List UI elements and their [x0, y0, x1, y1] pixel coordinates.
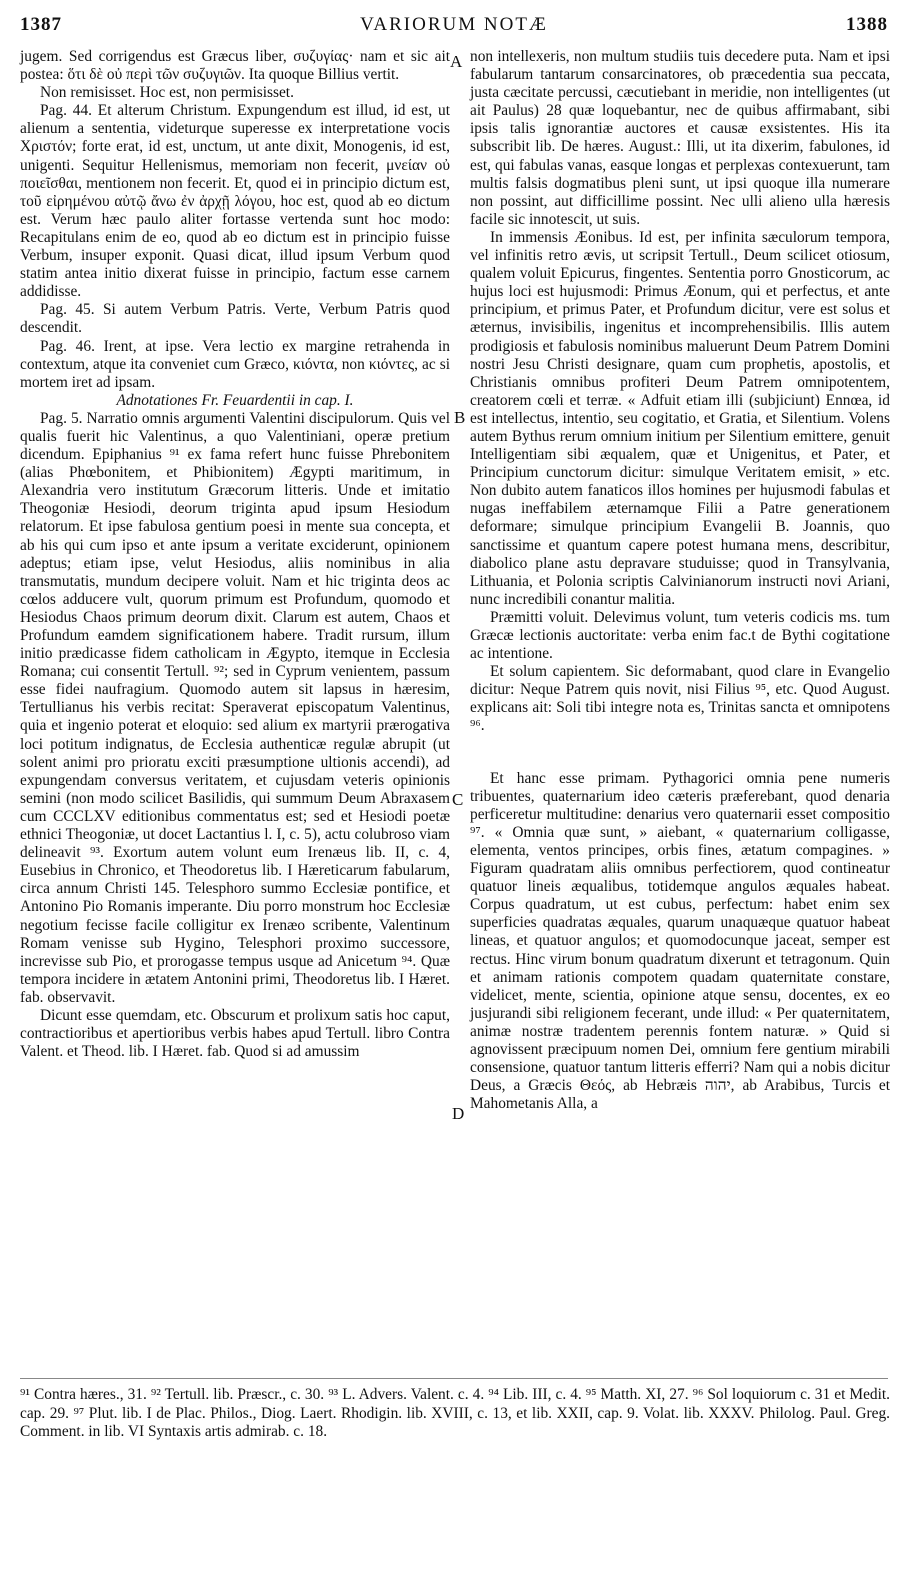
paragraph: Præmitti voluit. Delevimus volunt, tum veteris codicis ms. tum Græcæ lectionis auctoritate: verba enim fac.t de Bythi cogitatione ac intentione. [470, 608, 890, 663]
footnote-text: ⁹¹ Contra hæres., 31. ⁹² Tertull. lib. Præscr., c. 30. ⁹³ L. Advers. Valent. c. 4. ⁹⁴ Lib. III, c. 4. ⁹⁵ Matth. XI, 27. ⁹⁶ Sol loquiorum c. 31 et Medit. cap. 29. ⁹⁷ Plut. lib. I de Plac. Philos., Diog. Laert. Rhodigin. lib. XVIII, c. 13, et lib. XXII, cap. 9. Volat. lib. XXXV. Philolog. Paul. Greg. Comment. in lib. VI Syntaxis artis admirab. c. 18. [20, 1386, 890, 1440]
right-page-number: 1388 [846, 14, 888, 35]
paragraph: Non remisisset. Hoc est, non permisisset. [40, 84, 294, 102]
running-title: VARIORUM NOTÆ [360, 14, 548, 35]
footnote-divider [20, 1378, 888, 1379]
paragraph: Pag. 46. Irent, at ipse. Vera lectio ex margine retrahenda in contextum, atque ita conveniet cum Græco, κιόντα, non κιόντες, ac si mortem iret ad ipsam. [20, 337, 450, 391]
margin-letter-b: B [454, 408, 466, 427]
margin-letter-c: C [452, 790, 464, 809]
paragraph: Pag. 5. Narratio omnis argumenti Valentini discipulorum. Quis vel qualis fuerit hic Valentinus, a quo Valentiniani, operæ pretium dicendum. Epiphanius ⁹¹ ex fama refert hunc fuisse Phrebonitem (alias Phœbonitem, et Phibionitem) Ægypti maritimum, in Alexandria vero institutum Græcorum litteris. Unde et imitatio Theogoniæ Hesiodi, deorum triginta apud ipsum Hesiodum relatorum. Et ipse fabulosa gentium poesi in mente sua concepta, et ab his qui cum ipso et ante ipsum a veritate exciderunt, opinionem adeptus; etiam ipse, velut Hesiodus, aliis nominibus in alia transmutatis, mundum decipere voluit. Nam et hic triginta deos ac cœlos adducere vult, quorum primum est Profundum, quomodo et Hesiodus Chaos primum deorum dixit. Clarum est autem, Chaos et Profundum eamdem significationem habere. Tradit rursum, illum initio prædicasse fidem catholicam in Ægypto, itemque in Ecclesia Romana; cui consentit Tertull. ⁹²; sed in Cyprum venientem, passum esse fidei naufragium. Quomodo autem sit lapsus in hæresim, Tertullianus his verbis recitat: Speraverat episcopatum Valentinus, quia et ingenio poterat et eloquio: sed alium ex martyrii prærogativa loci potitum indignatus, de Ecclesia authenticæ regulæ abrupit (ut solent animi pro prioratu exciti præsumptione ultionis accendi), ad expungendam conversus veritatem, et cujusdam veteris opinionis semini (non modo scilicet Basilidis, qui summum Deum Abraxasem cum CCCLXV editionibus commentatus est; sed et Hesiodi poetæ ethnici Theogoniæ, ut docet Lactantius l. I, c. 5), actu colubroso viam delineavit ⁹³. Exortum autem volunt eum Irenæus lib. II, c. 4, Eusebius in Chronico, et Theodoretus lib. I Hæreticarum fabularum, circa annum Christi 145. Telesphoro summo Ecclesiæ pontifice, et Antonino Pio Romanis imperante. Diu porro monstrum hoc Ecclesiæ negotium fecisse facile colligitur ex Irenæo scribente, Valentinum Romam venisse sub Hygino, Telesphori proximo successore, increvisse sub Pio, et prorogasse tempus usque ad Anicetum ⁹⁴. Quæ tempora incidere in ætatem Antonini primi, Theodoretus lib. I Hæret. fab. observavit. [20, 409, 450, 1006]
paragraph: jugem. Sed corrigendus est Græcus liber, συζυγίας· nam et sic ait postea: ὅτι δὲ οὐ περὶ τῶν συζυγιῶν. Ita quoque Billius vertit. [20, 48, 450, 84]
footnotes [20, 1386, 890, 1442]
paragraph: Et solum capientem. Sic deformabant, quod clare in Evangelio dicitur: Neque Patrem quis novit, nisi Filius ⁹⁵, etc. Quod August. explicans ait: Soli tibi integre nota es, Trinitas sancta et omnipotens ⁹⁶. [470, 663, 890, 735]
paragraph: Dicunt esse quemdam, etc. Obscurum et prolixum satis hoc caput, contractioribus et apertioribus verbis habes apud Tertull. libro Contra Valent. et Theod. lib. I Hæret. fab. Quod si ad amussim [20, 1006, 450, 1061]
paragraph: In immensis Æonibus. Id est, per infinita sæculorum tempora, vel infinitis retro ævis, ut scripsit Tertull., Deum scilicet otiosum, qualem voluit Epicurus, fingentes. Sententia porro Gnosticorum, ac hujus loci est hujusmodi: Primus Æonum, qui et perfectus, et ante principium, et primus Pater, et Profundum dicitur, vere est solus et æternus, invisibilis, ingenitus et incomprehensibilis. Illis autem prodigiosis et fabulosis nominibus maluerunt Deum Patrem Domini nostri Jesu Christi designare, quam cum prophetis, apostolis, et Christianis omnibus profiteri Deum Patrem omnipotentem, creatorem cœli et terræ. « Adfuit etiam illi (subjiciunt) Ennœa, id est intellectus, intentio, seu cogitatio, et Gratia, et Silentium. Volens autem Bythus rerum omnium initium per Silentium emittere, genuit Intelligentiam sibi æqualem, quæ et Unigenitus, et Pater, et Principium cunctorum dicitur: simulque Veritatem emisit, » etc. Non dubito autem fanaticos illos homines per hujusmodi fabulas et nugas ineffabilem æternamque Filii a Patre generationem deformare; simulque principium Evangelii B. Joannis, quo sanctissime et quantum capere potest humana mens, describitur, diabolico plane astu depravare studuisse; quod in Transylvania, Lithuania, et Polonia scriptis Calvinianorum instructi novi Ariani, nunc incredibili conantur malitia. [470, 228, 890, 608]
left-column [20, 48, 450, 1061]
section-heading: Adnotationes Fr. Feuardentii in cap. I. [116, 391, 354, 409]
paragraph: non intellexeris, non multum studiis tuis decedere puta. Nam et ipsi fabularum tantarum consarcinatores, ob præcedentia sua peccata, justa cæcitate percussi, cæcutiebant in meridie, non intelligentes (ut ait Paulus) 28 quæ loquebantur, nec de quibus affirmabant, sibi ipsis talis ignorantiæ auctores et causæ exsistentes. His ita subscribit lib. De hæres. August.: Illi, ut ita dixerim, fabulones, id est, qui fabulas vanas, easque longas et perplexas contexuerunt, tam multis falsis dogmatibus pleni sunt, ut ipsi quoque illa numerare non possint, aut difficillime possint. Nec ulli alieno ulla hæresis facile sic innotescit, ut suis. [470, 48, 890, 228]
paragraph: Pag. 44. Et alterum Christum. Expungendum est illud, id est, ut alienum a sententia, videturque superesse ex interpretatione vocis Χριστόν; forte erat, id est, unctum, ut ante dixit, Monogenis, id est, unigenti. Sequitur Hellenismus, memoriam non fecerit, μνείαν οὐ ποιεῖσθαι, mentionem non fecerit. Et, quod ei in principio dictum est, τοῦ εἰρημένου αὐτῷ ἄνω ἐν ἀρχῇ λόγου, hoc est, quod ab eo dictum est. Verum hæc paulo aliter fortasse vertenda sunt hoc modo: Recapitulans enim de eo, quod ab eo dictum est in principio fuisse Verbum, insuper exponit. Quasi dicat, illud ipsum Verbum quod statim antea initio dixerat fuisse in principio, factum esse carnem addidisse. [20, 102, 450, 301]
margin-letter-d: D [452, 1104, 465, 1123]
paragraph: Et hanc esse primam. Pythagorici omnia pene numeris tribuentes, quaternarium ideo cæteris præferebant, quod denaria perficeretur multitudine: denarius vero quaternarii esset compositio ⁹⁷. « Omnia quæ sunt, » aiebant, « quaternarium colligasse, elementa, ventos principes, orbis fines, ætatum compagines. » Figuram quadratam aliis omnibus perfectiorem, quod contineatur quatuor lineis æqualibus, totidemque angulos æquales habeat. Corpus quadratum, ut est cubus, perfectum: habet enim sex superficies quadratas æquales, quarum unaquæque quatuor habeat lineas, et quatuor angulos; et quomodocunque jaceat, semper est rectus. Hinc virum bonum quadratum dixerunt et tetragonum. Quin et animam rationis compotem quadam quaternitate constare, videlicet, mente, scientia, opinione atque sensu, docentes, ex eo jusjurandi sibi religionem fecerant, unde illud: « Per quaternitatem, animæ nostræ tradentem perennis fontem naturæ. » Quid si agnovissent præcipuum nomen Dei, omnium fere gentium mirabili consensione, quatuor tantum litteris efferri? Nam qui a nobis dicitur Deus, a Græcis Θεός, ab Hebræis יהוה, ab Arabibus, Turcis et Mahometanis Alla, a [470, 769, 890, 1113]
page-header [20, 14, 888, 44]
right-column [470, 48, 890, 1113]
paragraph: Pag. 45. Si autem Verbum Patris. Verte, Verbum Patris quod descendit. [20, 301, 450, 337]
margin-letter-a: A [450, 52, 463, 71]
left-page-number: 1387 [20, 14, 62, 35]
